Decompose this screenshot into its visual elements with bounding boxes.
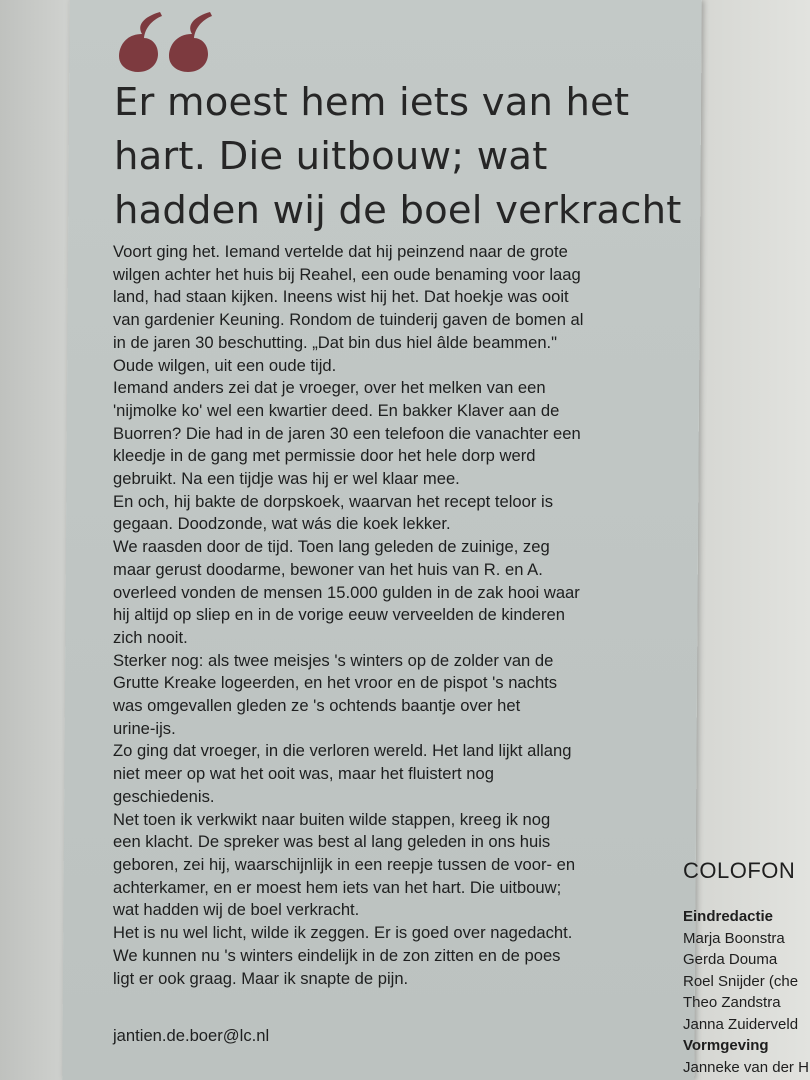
colofon-box xyxy=(683,858,810,1078)
body-line: geboren, zei hij, waarschijnlijk in een reepje tussen de voor- en xyxy=(113,854,576,874)
body-line: een klacht. De spreker was best al lang geleden in ons huis xyxy=(113,832,551,852)
body-line: Buorren? Die had in de jaren 30 een telefoon die vanachter een xyxy=(113,423,581,443)
article-headline xyxy=(114,76,682,238)
colofon-person: Janneke van der H xyxy=(683,1058,809,1076)
colofon-person: Gerda Douma xyxy=(683,951,778,968)
eindredactie-label: Eindredactie xyxy=(683,908,774,925)
body-line: maar gerust doodarme, bewoner van het huis van R. en A. xyxy=(113,559,543,579)
quote-mark-icon xyxy=(116,4,216,76)
colofon-person: Theo Zandstra xyxy=(683,994,781,1011)
headline-line: hart. Die uitbouw; wat xyxy=(114,134,548,179)
body-line: gegaan. Doodzonde, wat wás die koek lekker. xyxy=(113,514,451,534)
headline-line: Er moest hem iets van het xyxy=(114,80,630,125)
body-line: We kunnen nu 's winters eindelijk in de zon zitten en de poes xyxy=(113,945,561,965)
headline-line: hadden wij de boel verkracht xyxy=(114,188,682,233)
body-line: in de jaren 30 beschutting. „Dat bin dus hiel âlde beammen." xyxy=(113,332,558,352)
body-line: ligt er ook graag. Maar ik snapte de pijn. xyxy=(113,968,409,988)
body-line: van gardenier Keuning. Rondom de tuinderij gaven de bomen al xyxy=(113,310,584,330)
body-line: overleed vonden de mensen 15.000 gulden in de zak hooi waar xyxy=(113,582,580,602)
body-line: was omgevallen gleden ze 's ochtends baantje over het xyxy=(113,696,521,716)
body-line: 'nijmolke ko' wel een kwartier deed. En bakker Klaver aan de xyxy=(113,400,560,420)
colofon-person: Marja Boonstra xyxy=(683,929,785,947)
body-line: Voort ging het. Iemand vertelde dat hij peinzend naar de grote xyxy=(113,242,568,261)
body-line: wilgen achter het huis bij Reahel, een oude benaming voor laag xyxy=(113,264,581,284)
body-line: zich nooit. xyxy=(113,627,188,647)
body-line: geschiedenis. xyxy=(113,786,215,806)
body-line: Grutte Kreake logeerden, en het vroor en de pispot 's nachts xyxy=(113,673,558,693)
body-line: urine-ijs. xyxy=(113,718,176,738)
body-line: Zo ging dat vroeger, in die verloren wereld. Het land lijkt allang xyxy=(113,741,572,761)
article-body xyxy=(113,241,673,990)
body-line: achterkamer, en er moest hem iets van het hart. Die uitbouw; xyxy=(113,877,562,897)
colofon-title: COLOFON xyxy=(683,858,796,883)
body-line: Het is nu wel licht, wilde ik zeggen. Er is goed over nagedacht. xyxy=(113,923,573,943)
body-line: Sterker nog: als twee meisjes 's winters op de zolder van de xyxy=(113,650,554,670)
colofon-person: Roel Snijder (che xyxy=(683,972,799,990)
body-line: We raasden door de tijd. Toen lang geleden de zuinige, zeg xyxy=(113,537,550,557)
vormgeving-label: Vormgeving xyxy=(683,1037,769,1054)
body-line: niet meer op wat het ooit was, maar het fluistert nog xyxy=(113,764,494,784)
body-line: gebruikt. Na een tijdje was hij er wel klaar mee. xyxy=(113,469,460,489)
body-line: kleedje in de gang met permissie door het hele dorp werd xyxy=(113,446,536,466)
body-line: Iemand anders zei dat je vroeger, over het melken van een xyxy=(113,378,546,398)
eindredactie-list xyxy=(683,928,810,1036)
body-line: Net toen ik verkwikt naar buiten wilde stappen, kreeg ik nog xyxy=(113,809,551,829)
body-line: land, had staan kijken. Ineens wist hij het. Dat hoekje was ooit xyxy=(113,287,569,307)
body-line: Oude wilgen, uit een oude tijd. xyxy=(113,355,337,375)
author-email: jantien.de.boer@lc.nl xyxy=(113,1026,270,1045)
body-line: hij altijd op sliep en in de vorige eeuw verveelden de kinderen xyxy=(113,605,566,625)
body-line: En och, hij bakte de dorpskoek, waarvan het recept teloor is xyxy=(113,491,553,511)
colofon-person: Janna Zuiderveld xyxy=(683,1015,799,1033)
body-line: wat hadden wij de boel verkracht. xyxy=(113,900,360,920)
